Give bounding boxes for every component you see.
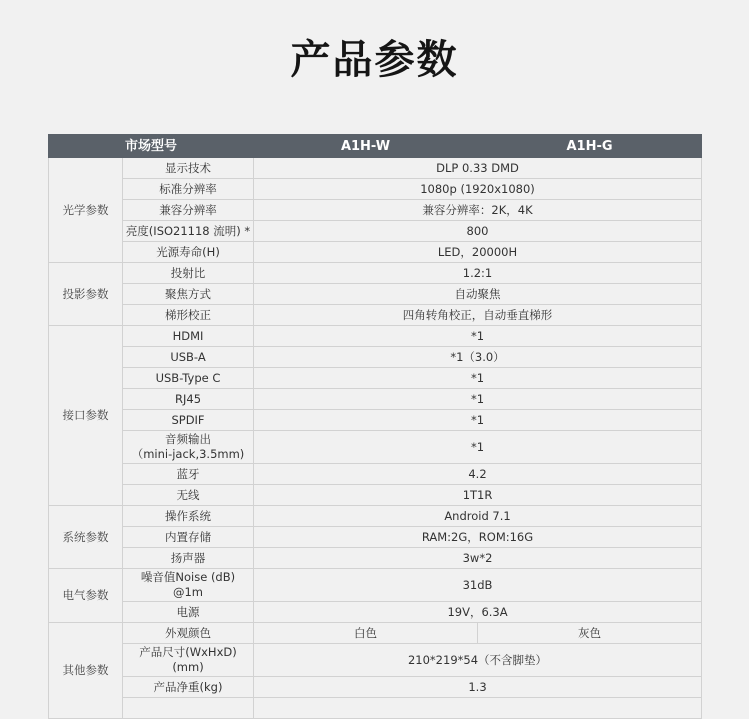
param-value: LED，20000H	[254, 242, 702, 263]
param-value	[254, 698, 702, 719]
param-value: 19V，6.3A	[254, 602, 702, 623]
table-row	[49, 485, 702, 506]
param-label: 投射比	[123, 263, 254, 284]
group-other: 其他参数	[49, 623, 123, 719]
param-label-line1: 噪音值Noise (dB)	[140, 570, 236, 584]
param-label-line2: （mini-jack,3.5mm)	[131, 447, 245, 461]
param-label	[123, 698, 254, 719]
param-label: RJ45	[123, 389, 254, 410]
param-value: *1（3.0）	[254, 347, 702, 368]
table-row	[49, 158, 702, 179]
param-label: 外观颜色	[123, 623, 254, 644]
param-value: *1	[254, 431, 702, 464]
group-electrical: 电气参数	[49, 569, 123, 623]
param-value: 4.2	[254, 464, 702, 485]
param-value: 1.3	[254, 677, 702, 698]
table-row	[49, 602, 702, 623]
table-header-row	[49, 135, 702, 158]
table-row	[49, 410, 702, 431]
table-row	[49, 548, 702, 569]
param-label-line2: @1m	[172, 585, 204, 599]
param-label	[123, 644, 254, 677]
table-row	[49, 698, 702, 719]
param-label	[123, 431, 254, 464]
table-row	[49, 242, 702, 263]
param-label: 电源	[123, 602, 254, 623]
table-row	[49, 347, 702, 368]
param-label: 梯形校正	[123, 305, 254, 326]
table-row	[49, 368, 702, 389]
table-row	[49, 221, 702, 242]
param-value-g: 灰色	[478, 623, 702, 644]
table-row	[49, 623, 702, 644]
group-interface: 接口参数	[49, 326, 123, 506]
param-label: 产品净重(kg)	[123, 677, 254, 698]
table-row	[49, 644, 702, 677]
table-row	[49, 506, 702, 527]
header-a1h-w: A1H-W	[254, 135, 478, 158]
group-projection: 投影参数	[49, 263, 123, 326]
group-system: 系统参数	[49, 506, 123, 569]
param-value: 1080p (1920x1080)	[254, 179, 702, 200]
spec-table	[48, 134, 702, 719]
table-row	[49, 305, 702, 326]
param-value: RAM:2G，ROM:16G	[254, 527, 702, 548]
table-row	[49, 464, 702, 485]
param-label-line1: 音频输出	[165, 432, 211, 446]
param-value: 自动聚焦	[254, 284, 702, 305]
param-value: 1.2:1	[254, 263, 702, 284]
page-title: 产品参数	[290, 37, 459, 83]
param-label-line1: 产品尺寸(WxHxD)	[139, 645, 237, 659]
param-value: *1	[254, 389, 702, 410]
param-value: DLP 0.33 DMD	[254, 158, 702, 179]
param-label: 聚焦方式	[123, 284, 254, 305]
param-value: 1T1R	[254, 485, 702, 506]
table-row	[49, 179, 702, 200]
param-label: 操作系统	[123, 506, 254, 527]
table-row	[49, 326, 702, 347]
param-label: 显示技术	[123, 158, 254, 179]
param-label	[123, 569, 254, 602]
param-value: 四角转角校正，自动垂直梯形	[254, 305, 702, 326]
param-label: 无线	[123, 485, 254, 506]
param-label: 内置存储	[123, 527, 254, 548]
param-label: USB-A	[123, 347, 254, 368]
param-value: Android 7.1	[254, 506, 702, 527]
param-label: USB-Type C	[123, 368, 254, 389]
table-row	[49, 569, 702, 602]
param-label: 蓝牙	[123, 464, 254, 485]
param-label: 扬声器	[123, 548, 254, 569]
param-value: 3w*2	[254, 548, 702, 569]
group-optical: 光学参数	[49, 158, 123, 263]
param-label: SPDIF	[123, 410, 254, 431]
param-value: 210*219*54（不含脚垫）	[254, 644, 702, 677]
param-label-line2: (mm)	[172, 660, 204, 674]
param-value: 800	[254, 221, 702, 242]
param-value: *1	[254, 368, 702, 389]
table-row	[49, 263, 702, 284]
table-row	[49, 677, 702, 698]
param-label: 兼容分辨率	[123, 200, 254, 221]
param-label: 光源寿命(H)	[123, 242, 254, 263]
header-a1h-g: A1H-G	[478, 135, 702, 158]
param-label: HDMI	[123, 326, 254, 347]
header-model: 市场型号	[49, 135, 254, 158]
param-value: *1	[254, 326, 702, 347]
param-value: *1	[254, 410, 702, 431]
param-label: 亮度(ISO21118 流明) *	[123, 221, 254, 242]
table-row	[49, 431, 702, 464]
table-row	[49, 200, 702, 221]
param-value: 兼容分辨率：2K，4K	[254, 200, 702, 221]
table-row	[49, 284, 702, 305]
table-row	[49, 527, 702, 548]
param-value: 31dB	[254, 569, 702, 602]
param-label: 标准分辨率	[123, 179, 254, 200]
table-row	[49, 389, 702, 410]
param-value-w: 白色	[254, 623, 478, 644]
